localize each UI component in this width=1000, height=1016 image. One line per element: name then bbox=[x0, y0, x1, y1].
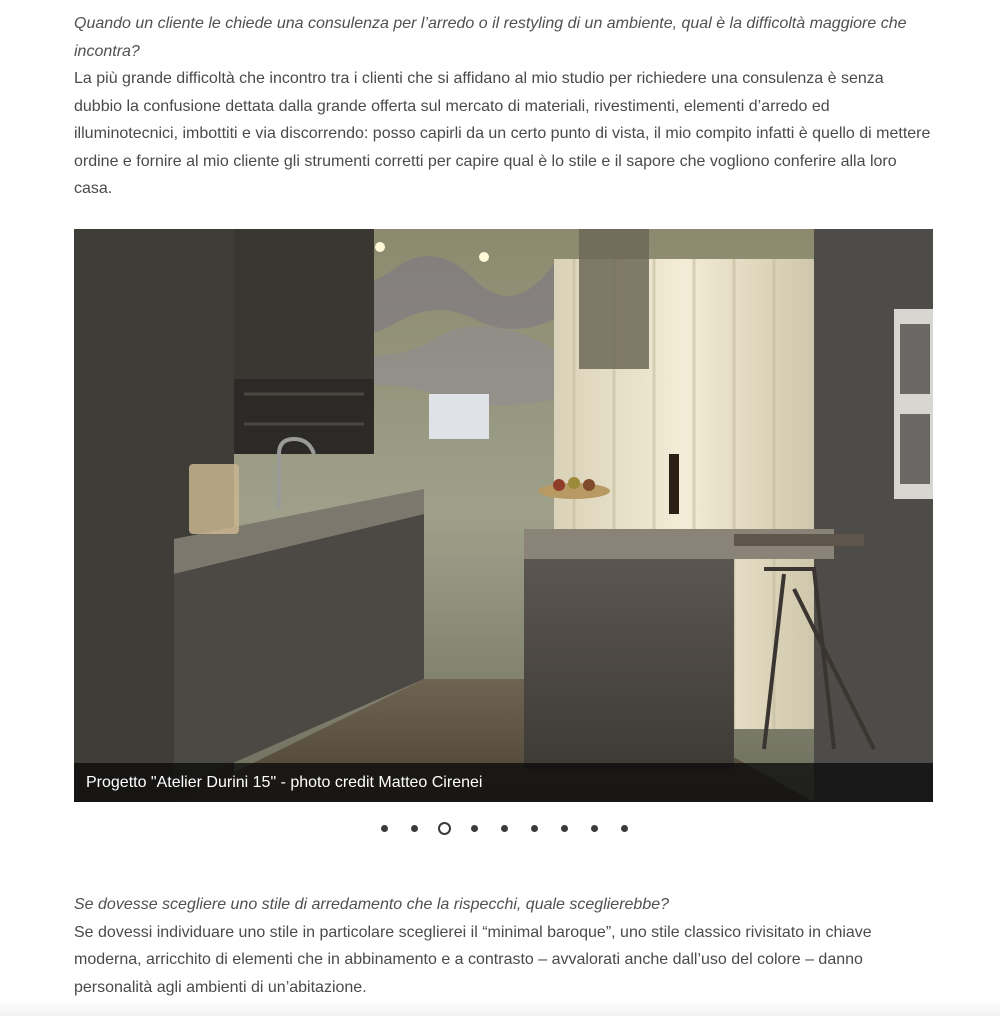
intro-question: Quando un cliente le chiede una consulenza per l’arredo o il restyling di un ambiente, qual è la difficoltà maggiore che incontra? bbox=[74, 15, 907, 60]
pager-dot[interactable] bbox=[591, 825, 598, 832]
page-bottom-fade bbox=[0, 1000, 1000, 1016]
pager-dot[interactable] bbox=[438, 822, 451, 835]
pager-dot[interactable] bbox=[621, 825, 628, 832]
pager-dot[interactable] bbox=[561, 825, 568, 832]
pager-dot[interactable] bbox=[411, 825, 418, 832]
style-question: Se dovesse scegliere uno stile di arredamento che la rispecchi, quale sceglierebbe? bbox=[74, 896, 670, 913]
photo-slideshow[interactable] bbox=[74, 229, 933, 802]
style-answer: Se dovessi individuare uno stile in particolare sceglierei il “minimal baroque”, uno stile classico rivisitato in chiave moderna, arricchito di elementi che in abbinamento e a contrasto – avvalorati anche dall’uso del colore – danno personalità agli ambienti di un’abitazione. bbox=[74, 923, 872, 996]
pager-dot[interactable] bbox=[531, 825, 538, 832]
caption-bar bbox=[74, 763, 933, 802]
slide-caption: Progetto "Atelier Durini 15" - photo credit Matteo Cirenei bbox=[86, 774, 483, 791]
intro-section bbox=[74, 10, 936, 203]
intro-answer: La più grande difficoltà che incontro tra i clienti che si affidano al mio studio per richiedere una consulenza è senza dubbio la confusione dettata dalla grande offerta sul mercato di materiali, rivestimenti, elementi d’arredo ed illuminotecnici, imbottiti e via discorrendo: posso capirli da un certo punto di vista, il mio compito infatti è quello di mettere ordine e fornire al mio cliente gli strumenti corretti per capire qual è lo stile e il sapore che vogliono conferire alla loro casa. bbox=[74, 70, 931, 197]
pager-dot[interactable] bbox=[501, 825, 508, 832]
pager-dot[interactable] bbox=[381, 825, 388, 832]
style-section bbox=[74, 891, 936, 1001]
slideshow-pager bbox=[0, 820, 1000, 840]
kitchen-photo bbox=[74, 229, 933, 802]
pager-dot[interactable] bbox=[471, 825, 478, 832]
